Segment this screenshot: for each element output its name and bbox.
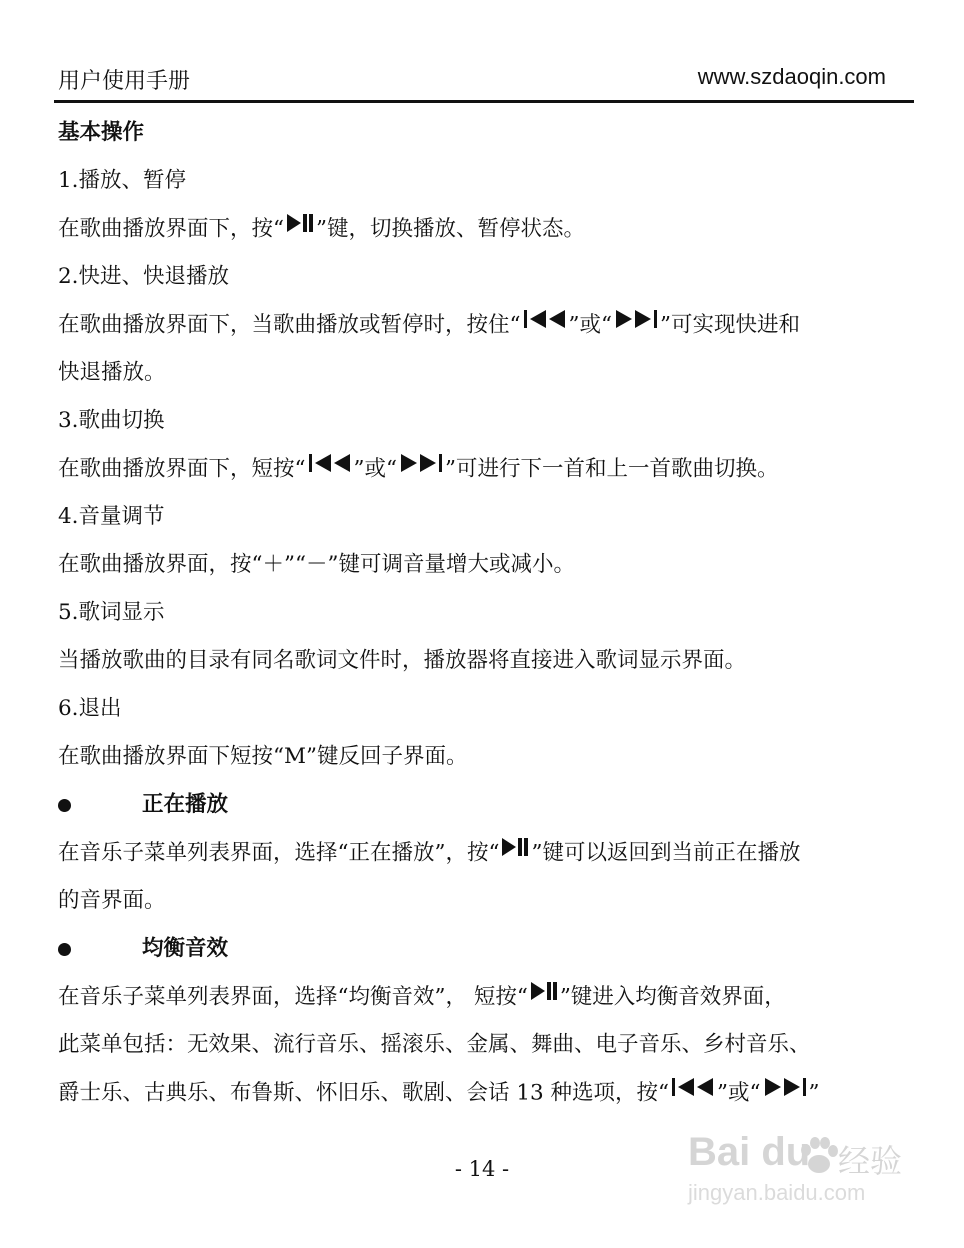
website-link: www.szdaoqin.com: [697, 64, 886, 89]
desc-text: 在歌曲播放界面下，短按“: [58, 456, 306, 482]
item-desc-track-switch: [58, 454, 778, 485]
desc-text: ”: [808, 1080, 820, 1106]
item-desc-volume: 在歌曲播放界面，按“＋”“－”键可调音量增大或减小。: [58, 552, 575, 577]
section-title: 基本操作: [58, 120, 145, 145]
desc-text: 在音乐子菜单列表界面，选择“均衡音效”， 短按“: [58, 984, 528, 1010]
now-playing-desc-cont: 的音界面。: [58, 888, 166, 913]
watermark-logo-text: Bai du: [688, 1130, 811, 1174]
next-track-icon: [762, 1076, 808, 1107]
item-desc-fast-forward-cont: 快退播放。: [58, 360, 166, 385]
item-desc-fast-forward: [58, 310, 800, 341]
play-pause-icon: [529, 980, 559, 1011]
equalizer-desc: [58, 982, 786, 1013]
item-desc-lyrics: 当播放歌曲的目录有同名歌词文件时，播放器将直接进入歌词显示界面。: [58, 648, 747, 673]
desc-text: ”或“: [353, 456, 397, 482]
bullet-dot: [58, 799, 71, 812]
desc-text: ”键，切换播放、暂停状态。: [316, 216, 585, 242]
desc-text: ”键进入均衡音效界面，: [559, 984, 786, 1010]
now-playing-title: 正在播放: [142, 792, 229, 817]
item-heading-exit: 6.退出: [58, 696, 122, 721]
next-track-icon: [613, 308, 659, 339]
desc-text: 爵士乐、古典乐、布鲁斯、怀旧乐、歌剧、会话 13 种选项，按“: [58, 1080, 670, 1106]
manual-title: 用户使用手册: [58, 69, 191, 94]
previous-track-icon: [670, 1076, 716, 1107]
watermark-url: jingyan.baidu.com: [688, 1180, 866, 1205]
item-heading-volume: 4.音量调节: [58, 504, 165, 529]
paw-icon: [798, 1136, 840, 1176]
item-desc-exit: 在歌曲播放界面下短按“M”键反回子界面。: [58, 744, 468, 769]
play-pause-icon: [500, 836, 530, 867]
item-heading-track-switch: 3.歌曲切换: [58, 408, 165, 433]
item-desc-play-pause: [58, 214, 585, 245]
bullet-dot: [58, 943, 71, 956]
next-track-icon: [398, 452, 444, 483]
desc-text: 在音乐子菜单列表界面，选择“正在播放”，按“: [58, 840, 500, 866]
desc-text: ”可进行下一首和上一首歌曲切换。: [444, 456, 779, 482]
desc-text: ”或“: [717, 1080, 761, 1106]
desc-text: ”可实现快进和: [659, 312, 800, 338]
now-playing-desc: [58, 838, 800, 869]
header-divider: [54, 100, 914, 103]
equalizer-desc-cont: [58, 1078, 820, 1109]
desc-text: ”或“: [568, 312, 612, 338]
item-heading-fast-forward: 2.快进、快退播放: [58, 264, 230, 289]
equalizer-title: 均衡音效: [142, 936, 229, 961]
previous-track-icon: [307, 452, 353, 483]
baidu-watermark: [688, 1130, 908, 1210]
equalizer-desc-options: 此菜单包括：无效果、流行音乐、摇滚乐、金属、舞曲、电子音乐、乡村音乐、: [58, 1032, 811, 1057]
desc-text: ”键可以返回到当前正在播放: [531, 840, 801, 866]
desc-text: 在歌曲播放界面下，当歌曲播放或暂停时，按住“: [58, 312, 521, 338]
previous-track-icon: [522, 308, 568, 339]
page-number: - 14 -: [454, 1157, 510, 1181]
item-heading-lyrics: 5.歌词显示: [58, 600, 165, 625]
play-pause-icon: [285, 212, 315, 243]
item-heading-play-pause: 1.播放、暂停: [58, 168, 187, 193]
watermark-logo-cn: 经验: [838, 1142, 903, 1180]
desc-text: 在歌曲播放界面下，按“: [58, 216, 284, 242]
